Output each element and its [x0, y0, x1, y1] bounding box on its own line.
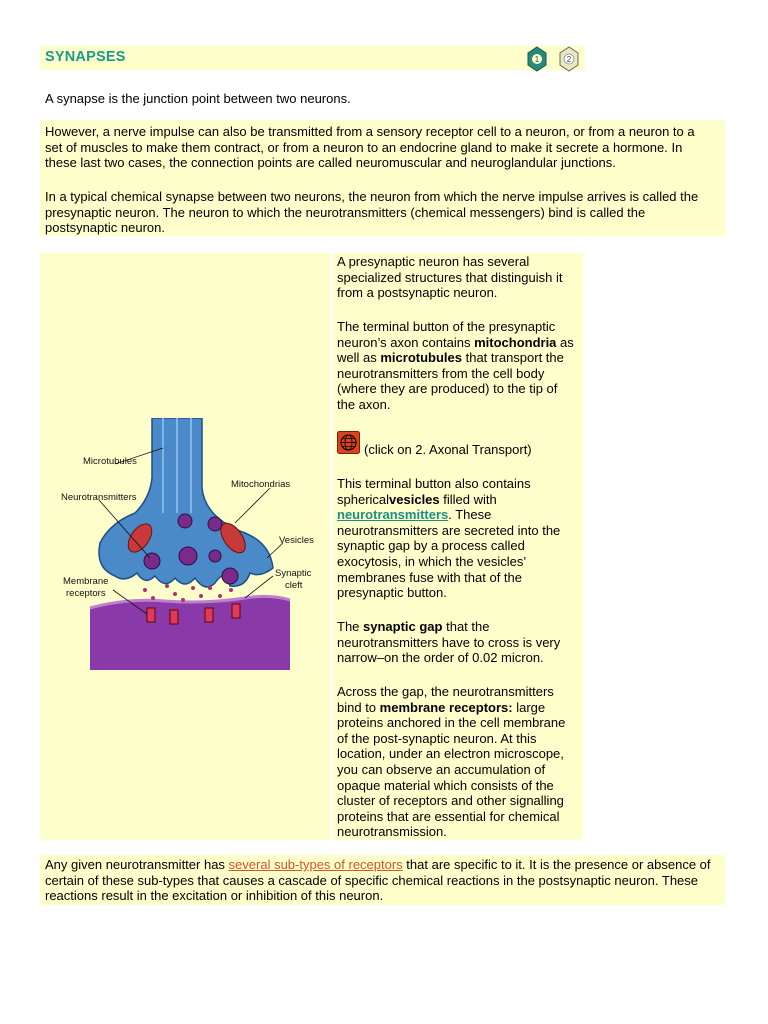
label-microtubules: Microtubules: [83, 456, 137, 467]
text-span: that are specific to it. It is the presence or absence of certain of these sub-types that causes a cascade of specific chemical reactions in the postsynaptic neuron. These reactions result in the excitation or inhibition of this neuron.: [45, 857, 711, 904]
step-1-icon[interactable]: [526, 46, 548, 72]
bold-vesicles: vesicles: [389, 491, 440, 507]
text-span: large proteins anchored in the cell membrane of the post-synaptic neuron. At this location, under an electron microscope, you can observe an accumulation of opaque material which consists of the cluster of receptors and other signalling proteins that are essential for chemical neurotransmission.: [337, 699, 566, 840]
text-span: as well as: [337, 334, 574, 366]
label-mitochondrias: Mitochondrias: [231, 479, 291, 490]
intro-paragraph: A synapse is the junction point between two neurons.: [45, 91, 351, 106]
bold-membrane-receptors: membrane receptors:: [379, 699, 513, 715]
bold-mitochondria: mitochondria: [474, 334, 557, 350]
text-span: that the neurotransmitters have to cross is very narrow–on the order of 0.02 micron.: [337, 619, 561, 666]
label-receptors: receptors: [66, 588, 106, 599]
svg-text:1: 1: [534, 55, 540, 64]
vesicles-paragraph: [337, 476, 577, 601]
bold-synaptic-gap: synaptic gap: [363, 619, 443, 634]
receptor-subtypes-paragraph: [45, 857, 723, 904]
text-span: filled with: [439, 491, 497, 507]
step-2-icon[interactable]: [558, 46, 580, 72]
presynaptic-paragraph: A presynaptic neuron has several specialized structures that distinguish it from a postsynaptic neuron.: [337, 254, 563, 301]
text-span: Any given neurotransmitter has: [45, 857, 229, 872]
svg-text:2: 2: [566, 55, 572, 64]
text-span: The terminal button of the presynaptic neuron’s axon contains: [337, 319, 556, 350]
text-span: . These neurotransmitters are secreted into the synaptic gap by a process called exocytosis, in which the vesicles’ membranes fuse with that of the presynaptic button.: [337, 507, 561, 601]
synaptic-gap-paragraph: [337, 619, 577, 666]
neurotransmitters-link[interactable]: neurotransmitters: [337, 507, 449, 523]
terminal-button-paragraph: [337, 319, 577, 413]
label-neurotransmitters: Neurotransmitters: [61, 492, 137, 503]
text-span: The: [337, 619, 364, 634]
page-title: SYNAPSES: [45, 49, 126, 65]
chemical-synapse-paragraph: In a typical chemical synapse between two neurons, the neuron from which the nerve impulse arrives is called the presynaptic neuron. The neuron to which the neurotransmitters (chemical messengers) bind is called the postsynaptic neuron.: [45, 189, 699, 236]
label-synaptic: Synaptic: [275, 568, 312, 579]
text-span: This terminal button also contains spherical: [337, 476, 531, 507]
receptor-subtypes-link[interactable]: several sub-types of receptors: [228, 857, 403, 872]
label-membrane: Membrane: [63, 576, 109, 587]
bold-microtubules: microtubules: [380, 350, 462, 366]
membrane-receptors-paragraph: [337, 684, 577, 840]
axonal-transport-link-text[interactable]: (click on 2. Axonal Transport): [364, 442, 532, 457]
junction-paragraph: However, a nerve impulse can also be transmitted from a sensory receptor cell to a neuron, or from a neuron to a set of muscles to make them contract, or from a neuron to an endocrine gland to make it secrete a hormone. In these last two cases, the connection points are called neuromuscular and neuroglandular junctions.: [45, 124, 695, 171]
globe-icon[interactable]: [337, 431, 360, 454]
text-span: that transport the neurotransmitters from the cell body (where they are produced) to the tip of the axon.: [337, 350, 564, 412]
synapse-diagram: [55, 418, 325, 670]
label-vesicles: Vesicles: [279, 535, 314, 546]
text-span: Across the gap, the neurotransmitters bind to: [337, 684, 554, 715]
label-cleft: cleft: [285, 580, 303, 591]
